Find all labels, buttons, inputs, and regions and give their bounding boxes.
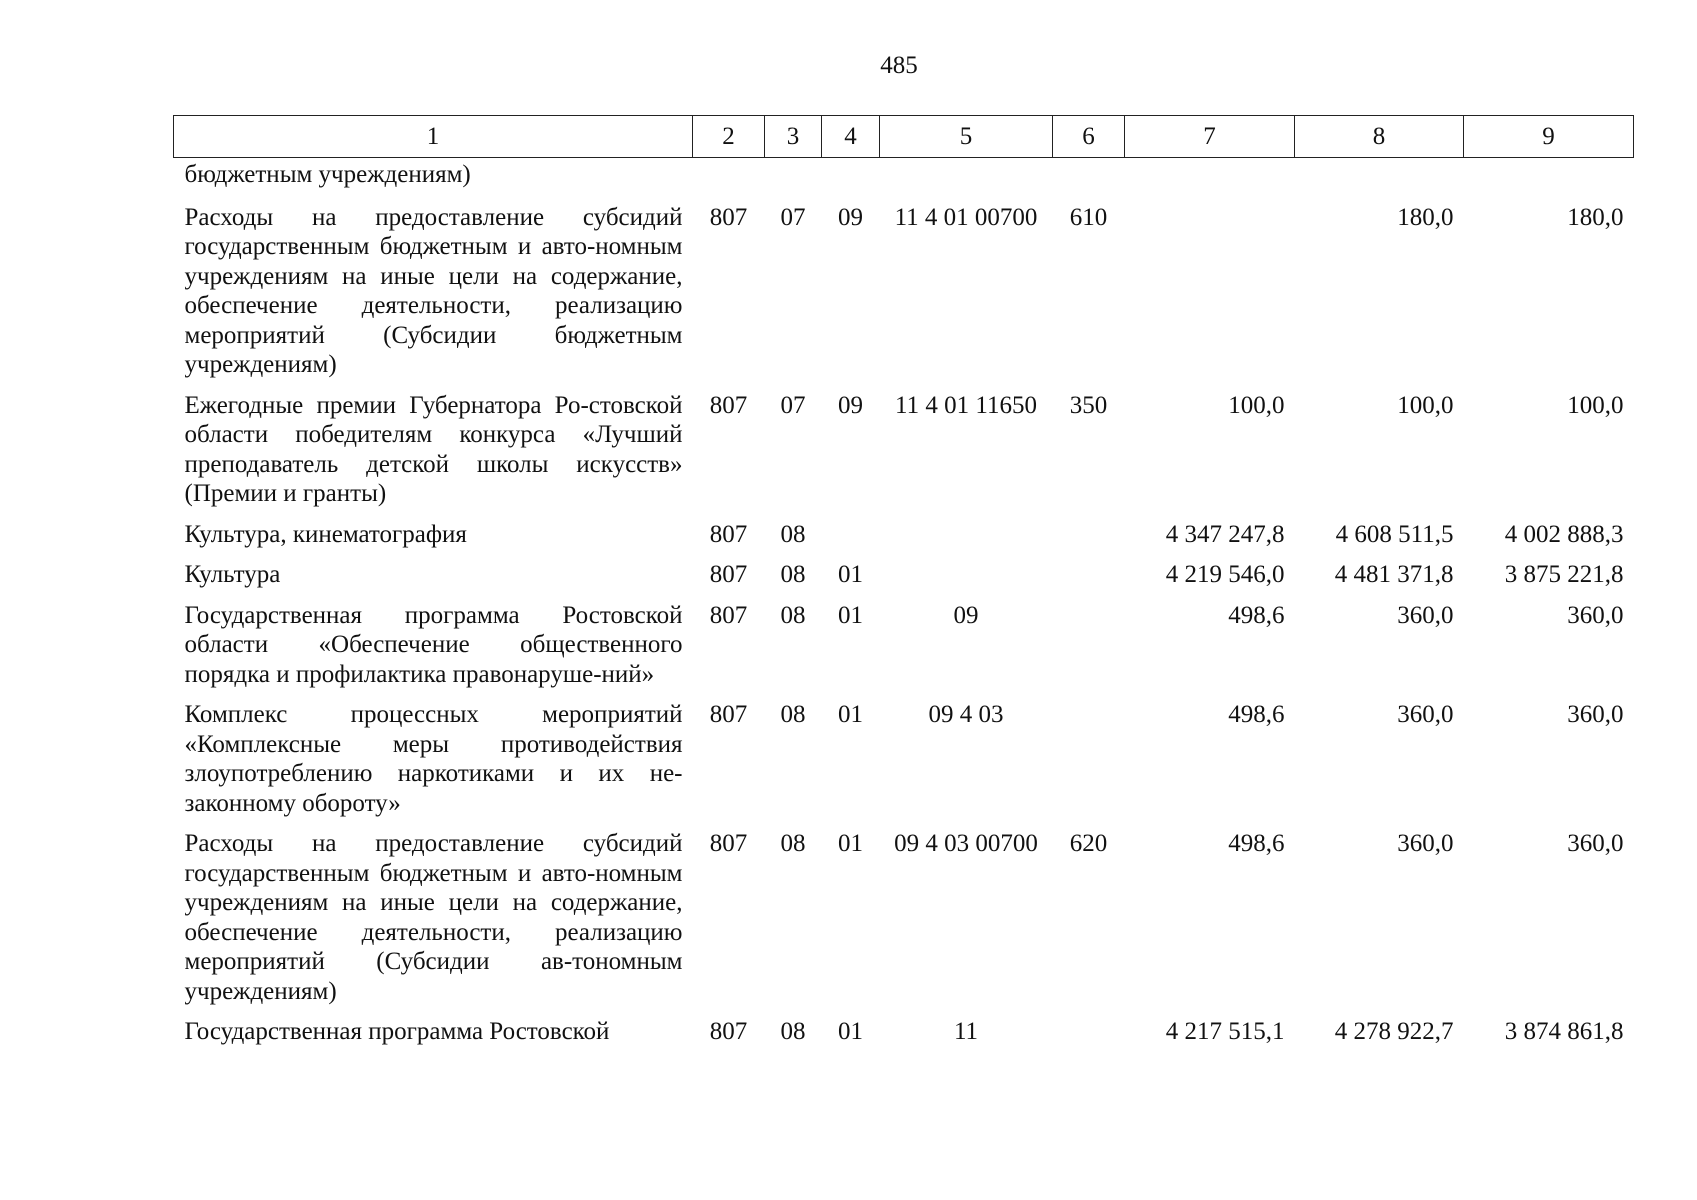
expense-type-code <box>1053 560 1125 601</box>
section-code: 08 <box>780 601 806 629</box>
section-code <box>765 158 822 203</box>
amount-col-7: 4 219 546,0 <box>1165 561 1285 588</box>
expense-type-code <box>1053 520 1125 561</box>
expense-type-code <box>1053 700 1125 829</box>
row-name: Расходы на предоставление субсидий государственным бюджетным и авто-номным учреждениям на иные цели на содержание, обеспечение деятельности, реализацию мероприятий (Субсидии бюджетным учреждениям) <box>184 203 683 378</box>
column-number-row <box>174 116 1634 158</box>
expense-type-code <box>1053 1017 1125 1058</box>
table-row <box>174 560 1634 601</box>
expense-type-code <box>1053 601 1125 701</box>
amount-col-7: 100,0 <box>1228 391 1285 419</box>
table-row <box>174 158 1634 203</box>
target-article-code: 11 4 01 11650 <box>895 391 1037 419</box>
section-code: 08 <box>780 830 806 857</box>
amount-col-8: 360,0 <box>1397 830 1454 857</box>
target-article-code: 11 4 01 00700 <box>894 203 1038 231</box>
amount-col-9: 3 875 221,8 <box>1504 561 1624 588</box>
budget-table <box>173 115 1634 1058</box>
row-name: Государственная программа Ростовской области «Обеспечение общественного порядка и профилактика правонаруше-ний» <box>184 601 683 688</box>
admin-code <box>693 158 765 203</box>
column-header: 3 <box>765 116 822 158</box>
amount-col-9: 180,0 <box>1567 203 1624 231</box>
page-number: 485 <box>880 52 918 79</box>
table-body <box>174 158 1634 1058</box>
section-code: 07 <box>780 203 806 231</box>
amount-col-8: 360,0 <box>1397 601 1454 629</box>
expense-type-code: 620 <box>1069 830 1108 857</box>
admin-code: 807 <box>709 561 748 588</box>
expense-type-code <box>1053 158 1125 203</box>
target-article-code <box>880 520 1053 561</box>
admin-code: 807 <box>709 520 748 548</box>
table-row <box>174 203 1634 391</box>
amount-col-9: 360,0 <box>1567 701 1624 728</box>
amount-col-7: 498,6 <box>1228 830 1285 857</box>
amount-col-8: 4 608 511,5 <box>1335 520 1454 548</box>
column-header: 6 <box>1053 116 1125 158</box>
amount-col-7 <box>1125 158 1295 203</box>
row-name: Культура <box>184 561 281 588</box>
admin-code: 807 <box>709 1018 748 1045</box>
target-article-code <box>880 158 1053 203</box>
amount-col-7 <box>1125 203 1295 391</box>
expense-type-code: 610 <box>1069 203 1108 231</box>
subsection-code: 01 <box>838 830 863 857</box>
amount-col-9: 360,0 <box>1567 601 1624 629</box>
subsection-code <box>822 158 880 203</box>
amount-col-9 <box>1464 158 1634 203</box>
amount-col-9: 100,0 <box>1567 391 1624 419</box>
amount-col-8: 360,0 <box>1397 701 1454 728</box>
subsection-code: 01 <box>838 1018 863 1045</box>
column-header: 9 <box>1464 116 1634 158</box>
column-header: 4 <box>822 116 880 158</box>
row-name: бюджетным учреждениям) <box>184 161 471 188</box>
target-article-code: 09 <box>953 601 979 629</box>
admin-code: 807 <box>709 701 748 728</box>
admin-code: 807 <box>709 830 748 857</box>
amount-col-7: 4 347 247,8 <box>1165 520 1285 548</box>
admin-code: 807 <box>709 601 748 629</box>
table-header <box>174 116 1634 158</box>
amount-col-8: 180,0 <box>1397 203 1454 231</box>
column-header: 7 <box>1125 116 1295 158</box>
table-row <box>174 391 1634 520</box>
column-header: 1 <box>174 116 693 158</box>
admin-code: 807 <box>709 203 748 231</box>
row-name: Государственная программа Ростовской <box>184 1018 610 1045</box>
target-article-code: 09 4 03 00700 <box>894 830 1038 857</box>
section-code: 08 <box>780 520 806 548</box>
section-code: 08 <box>780 1018 806 1045</box>
subsection-code <box>822 520 880 561</box>
target-article-code: 09 4 03 <box>928 701 1004 728</box>
subsection-code: 01 <box>838 701 863 728</box>
row-name: Расходы на предоставление субсидий государственным бюджетным и авто-номным учреждениям на иные цели на содержание, обеспечение деятельности, реализацию мероприятий (Субсидии ав-тономным учреждениям) <box>184 830 683 1005</box>
amount-col-9: 4 002 888,3 <box>1504 520 1624 548</box>
table-row <box>174 520 1634 561</box>
target-article-code <box>880 560 1053 601</box>
row-name: Ежегодные премии Губернатора Ро-стовской области победителям конкурса «Лучший преподаватель детской школы искусств» (Премии и гранты) <box>184 391 683 507</box>
subsection-code: 09 <box>838 391 863 419</box>
amount-col-7: 498,6 <box>1228 701 1285 728</box>
amount-col-9: 360,0 <box>1567 830 1624 857</box>
column-header: 2 <box>693 116 765 158</box>
budget-table-container <box>173 115 1633 1058</box>
table-row <box>174 829 1634 1017</box>
subsection-code: 09 <box>838 203 863 231</box>
section-code: 08 <box>780 561 806 588</box>
row-name: Комплекс процессных мероприятий «Комплексные меры противодействия злоупотреблению наркотиками и их не-законному обороту» <box>184 701 683 817</box>
subsection-code: 01 <box>838 601 863 629</box>
amount-col-8: 100,0 <box>1397 391 1454 419</box>
subsection-code: 01 <box>838 561 863 588</box>
expense-type-code: 350 <box>1069 391 1108 419</box>
amount-col-8 <box>1295 158 1464 203</box>
admin-code: 807 <box>709 391 748 419</box>
table-row <box>174 601 1634 701</box>
amount-col-8: 4 278 922,7 <box>1334 1018 1454 1045</box>
column-header: 5 <box>880 116 1053 158</box>
amount-col-7: 4 217 515,1 <box>1165 1018 1285 1045</box>
section-code: 08 <box>780 701 806 728</box>
table-row <box>174 700 1634 829</box>
column-header: 8 <box>1295 116 1464 158</box>
table-row <box>174 1017 1634 1058</box>
amount-col-9: 3 874 861,8 <box>1504 1018 1624 1045</box>
amount-col-7: 498,6 <box>1228 601 1285 629</box>
row-name: Культура, кинематография <box>184 520 467 548</box>
target-article-code: 11 <box>953 1018 979 1045</box>
amount-col-8: 4 481 371,8 <box>1334 561 1454 588</box>
section-code: 07 <box>780 391 806 419</box>
